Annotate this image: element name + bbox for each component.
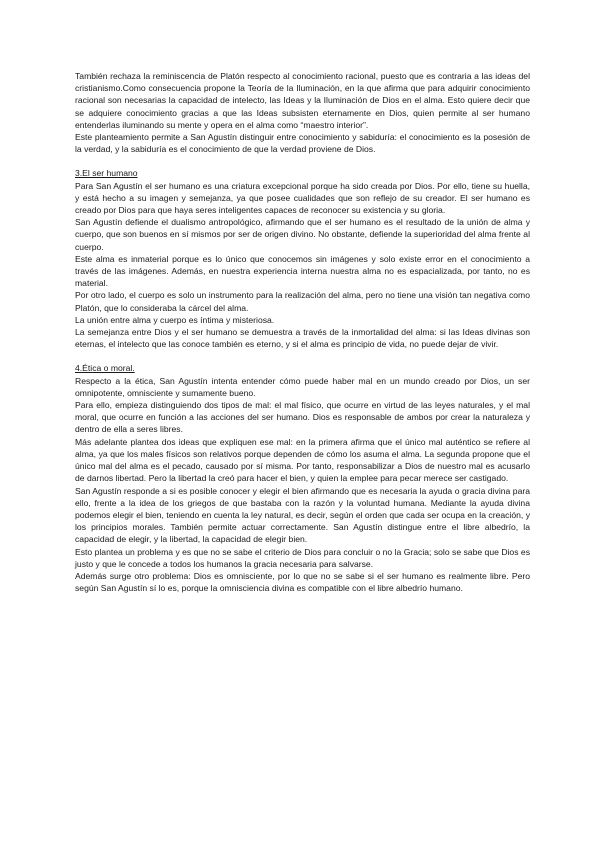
section-4-paragraph-5: Esto plantea un problema y es que no se sabe el criterio de Dios para concluir o no la Gracia; solo se sabe que Dios es justo y que le concede a todos los humanos la gracia necesaria para salvarse.	[75, 546, 530, 569]
section-3-paragraph-3: Este alma es inmaterial porque es lo único que conocemos sin imágenes y solo existe error en el conocimiento a través de las imágenes. Además, en nuestra experiencia interna nuestra alma no es espacializada, por tanto, no es material.	[75, 253, 530, 289]
section-4-title: 4.Ética o moral.	[75, 363, 135, 374]
section-4-paragraph-1: Respecto a la ética, San Agustín intenta entender cómo puede haber mal en un mundo creado por Dios, un ser omnipotente, omnisciente y sumamente bueno.	[75, 375, 530, 398]
intro-section	[75, 70, 530, 155]
section-4-paragraph-4: San Agustín responde a si es posible conocer y elegir el bien afirmando que es necesaria la ayuda o gracia divina para ello, frente a la idea de los griegos de que bastaba con la razón y la voluntad humana. Mediante la ayuda divina podemos elegir el bien, teniendo en cuenta la ley natural, es decir, según el orden que cada ser ocupa en la creación, y los principios morales. También permite actuar correctamente. San Agustín distingue entre el libre albedrío, la capacidad de elegir, y la libertad, la capacidad de elegir bien.	[75, 485, 530, 545]
section-3-paragraph-4: Por otro lado, el cuerpo es solo un instrumento para la realización del alma, pero no tiene una visión tan negativa como Platón, que lo consideraba la cárcel del alma.	[75, 290, 530, 313]
intro-paragraph-2: Este planteamiento permite a San Agustín distinguir entre conocimiento y sabiduría: el conocimiento es la posesión de la verdad, y la sabiduría es el conocimiento de que la verdad proviene de Dios.	[75, 132, 530, 155]
section-etica	[75, 362, 530, 594]
intro-paragraph-1: También rechaza la reminiscencia de Platón respecto al conocimiento racional, puesto que es contraria a las ideas del cristianismo.Como consecuencia propone la Teoría de la Iluminación, en la que afirma que para adquirir conocimiento racional son necesarias la capacidad de intelecto, las Ideas y la Iluminación de Dios en el alma. Esto quiere decir que se adquiere conocimiento gracias a que las Ideas subsisten eternamente en Dios, quien permite al ser humano entenderlas iluminando su mente y opera en el alma como “maestro interior”.	[75, 71, 530, 130]
section-4-paragraph-3: Más adelante plantea dos ideas que expliquen ese mal: en la primera afirma que el único mal auténtico se refiere al alma, ya que los males físicos son relativos porque dependen de cómo los asuma el alma. La segunda propone que el único mal del alma es el pecado, causado por sí misma. Por tanto, responsabilizar a Dios de nuestro mal es acusarlo de darnos libertad. Pero la libertad la creó para hacer el bien, y quien la emplee para pecar merece ser castigado.	[75, 436, 530, 484]
section-3-paragraph-5: La unión entre alma y cuerpo es íntima y misteriosa.	[75, 314, 275, 325]
section-ser-humano	[75, 167, 530, 350]
section-3-title: 3.El ser humano	[75, 168, 138, 179]
section-4-paragraph-6: Además surge otro problema: Dios es omnisciente, por lo que no se sabe si el ser humano es realmente libre. Pero según San Agustín sí lo es, porque la omnisciencia divina es compatible con el libre albedrío humano.	[75, 570, 530, 594]
section-4-paragraph-2: Para ello, empieza distinguiendo dos tipos de mal: el mal físico, que ocurre en virtud de las leyes naturales, y el mal moral, que ocurre en función a las acciones del ser humano. Dios es responsable de ambos por crear la naturaleza y dentro de ella a seres libres.	[75, 400, 530, 435]
section-3-paragraph-6: La semejanza entre Dios y el ser humano se demuestra a través de la inmortalidad del alma: si las Ideas divinas son eternas, el intelecto que las conoce también es eterno, y si el alma es principio de vida, no puede dejar de vivir.	[75, 327, 530, 350]
section-3-paragraph-2: San Agustín defiende el dualismo antropológico, afirmando que el ser humano es el resultado de la unión de alma y cuerpo, que son buenos en sí mismos por ser de origen divino. No obstante, defiende la superioridad del alma frente al cuerpo.	[75, 217, 530, 252]
section-3-paragraph-1: Para San Agustín el ser humano es una criatura excepcional porque ha sido creada por Dios. Por ello, tiene su huella, y está hecho a su imagen y semejanza, ya que posee cualidades que son reflejo de su creador. El ser humano es creado por Dios para que haya seres inteligentes capaces de reconocer su existencia y su gloria.	[75, 180, 530, 216]
